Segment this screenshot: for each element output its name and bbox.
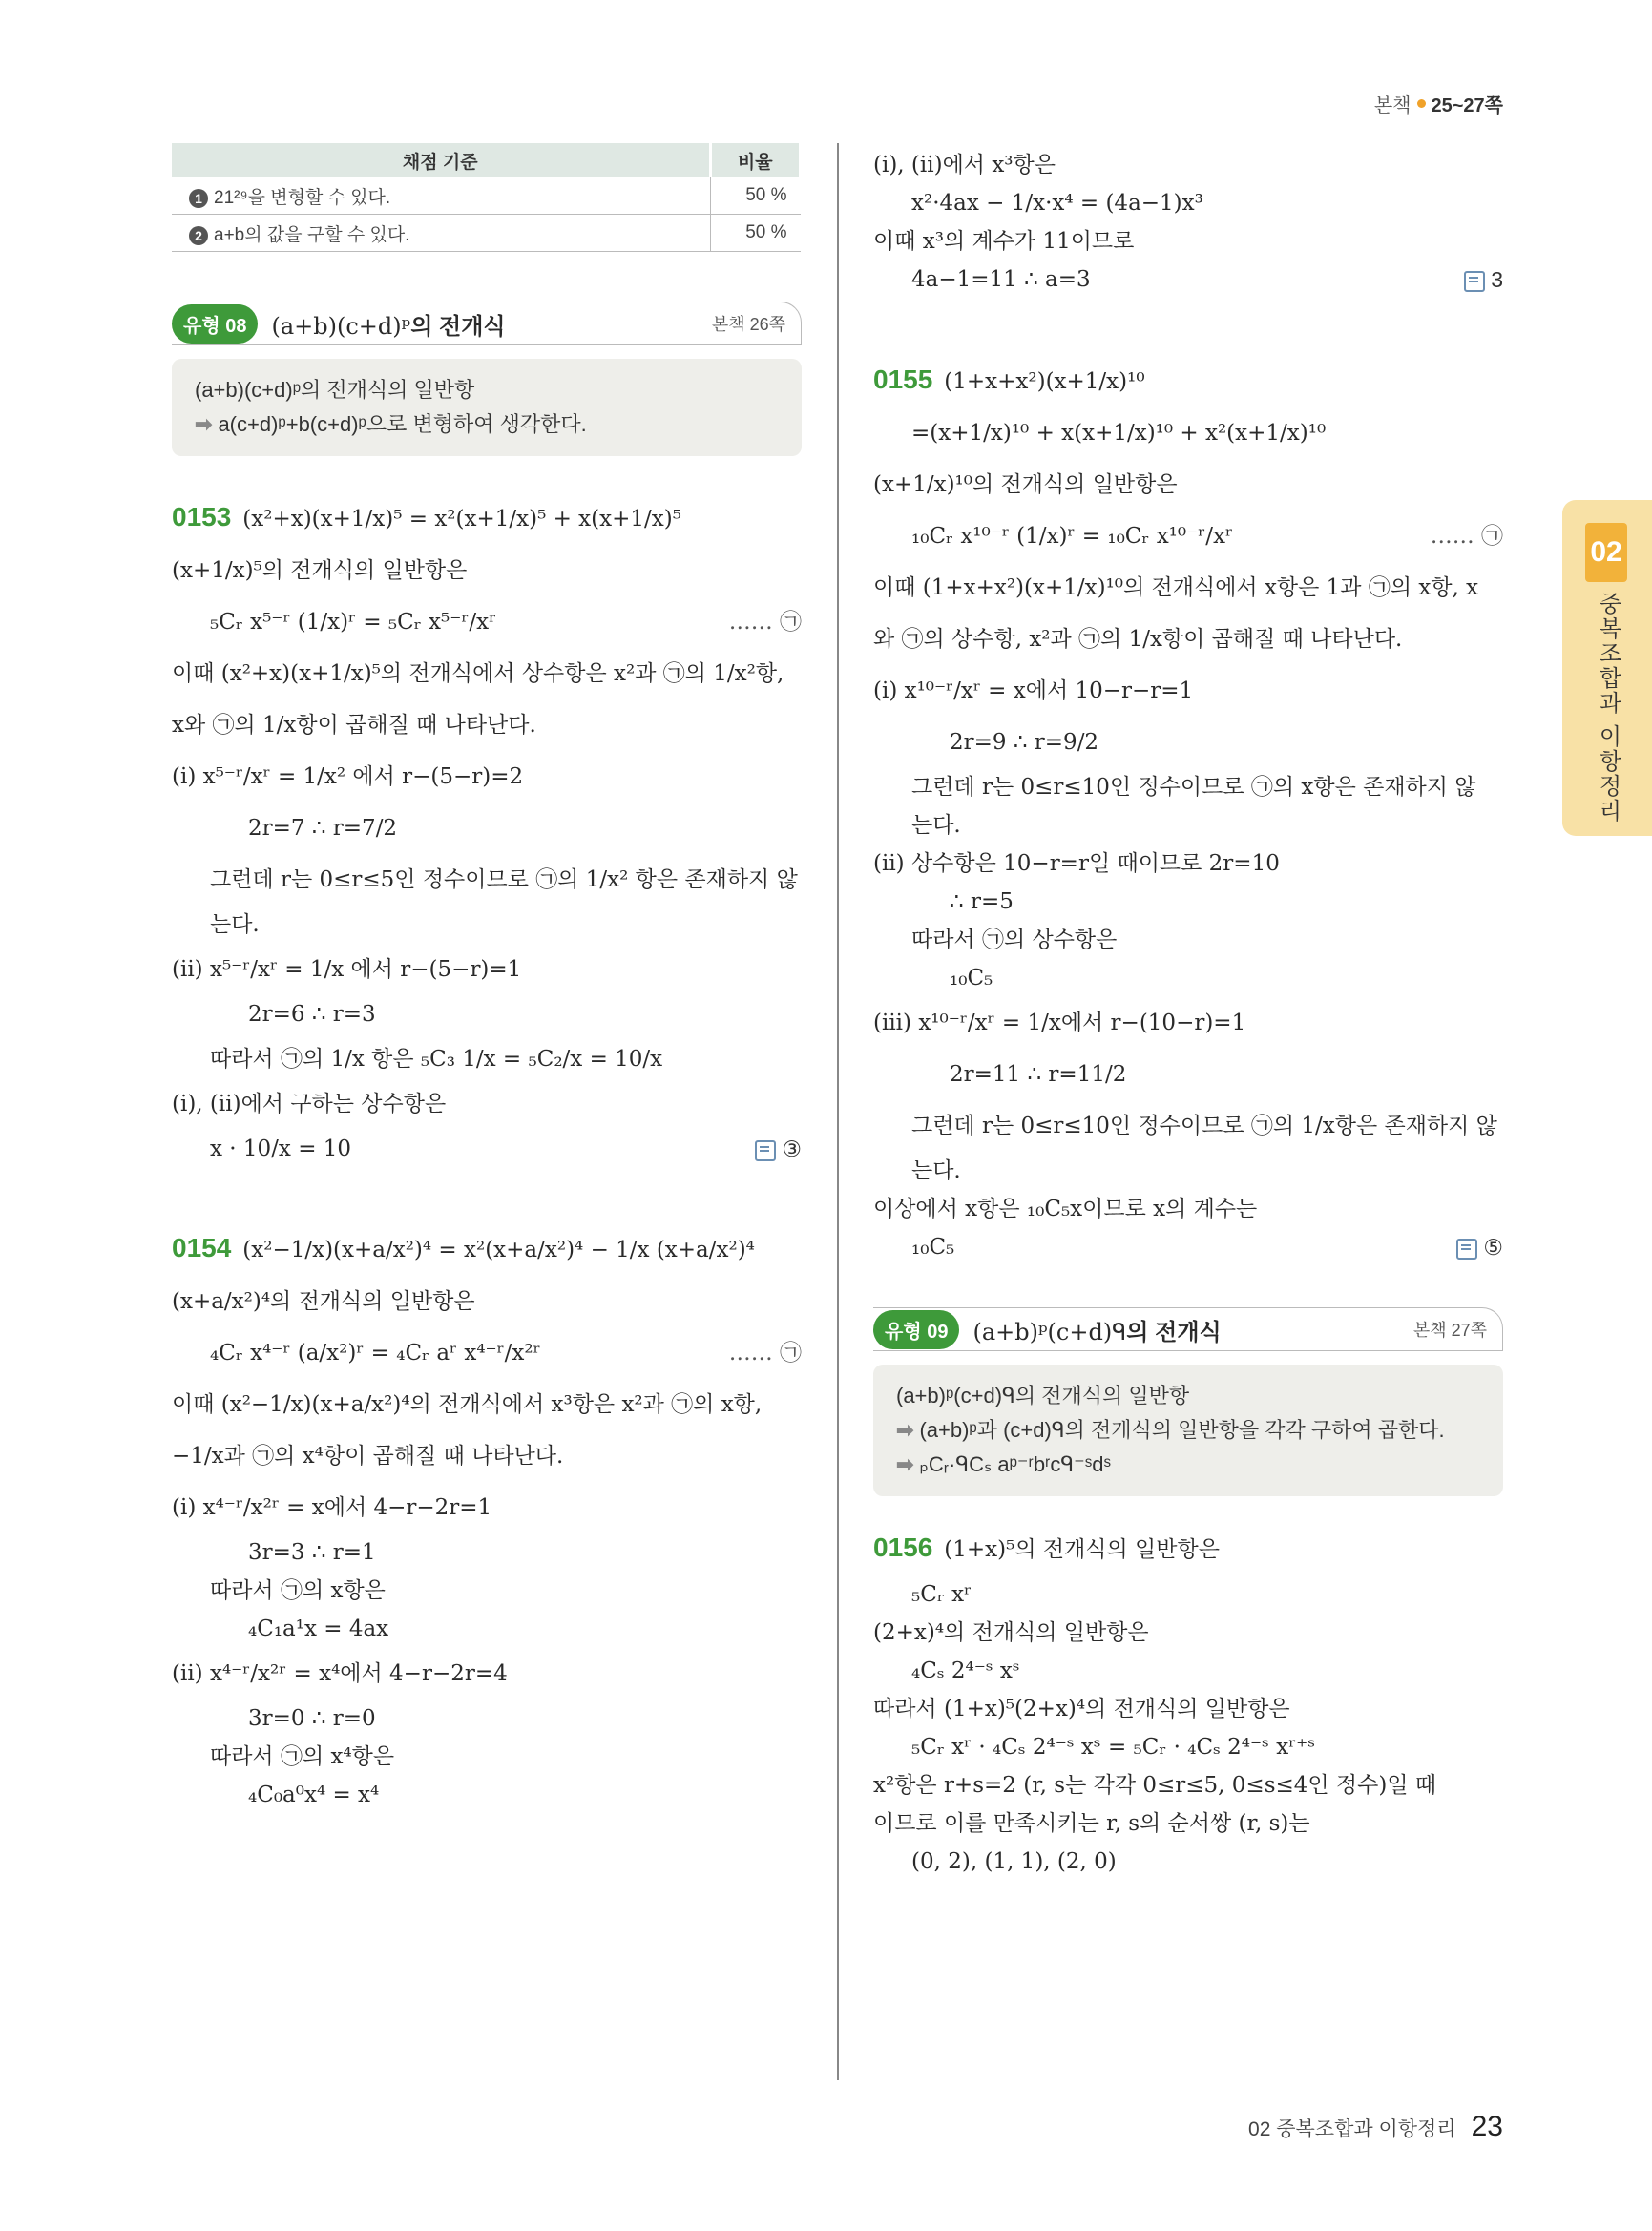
summary-line: (a+b)(c+d)ᵖ의 전개식의 일반항 (195, 378, 475, 402)
grading-pct: 50 % (710, 177, 801, 215)
math-line: 이때 (x²−1/x)(x+a/x²)⁴의 전개식에서 x³항은 x²과 ㉠의 x항, (172, 1392, 763, 1417)
math-line: (0, 2), (1, 1), (2, 0) (911, 1849, 1117, 1874)
math-line: ₄C₁a¹x = 4ax (248, 1616, 389, 1641)
problem-0153-head (172, 494, 802, 542)
grading-col-ratio: 비율 (710, 143, 801, 177)
answer-value: ③ (782, 1136, 802, 1161)
math-line: 그런데 r는 0≤r≤10인 정수이므로 ㉠의 x항은 존재하지 않 (911, 775, 1476, 800)
math-line: ₄C₀a⁰x⁴ = x⁴ (248, 1783, 380, 1807)
math-line: 3r=3 ∴ r=1 (248, 1540, 376, 1565)
math-line: (iii) x¹⁰⁻ʳ/xʳ = 1/x에서 r−(10−r)=1 (873, 1011, 1246, 1035)
type08-badge: 유형 08 (172, 304, 258, 344)
math-text: 4a−1=11 ∴ a=3 (911, 267, 1091, 292)
math-line: 이때 (1+x+x²)(x+1/x)¹⁰의 전개식에서 x항은 1과 ㉠의 x항, x (873, 575, 1479, 600)
chapter-side-tab[interactable] (1562, 500, 1652, 836)
math-line: (i), (ii)에서 x³항은 (873, 153, 1056, 177)
math-line: 2r=11 ∴ r=11/2 (950, 1062, 1127, 1087)
summary-line (896, 1449, 1480, 1481)
answer-icon (755, 1140, 776, 1161)
math-line: 이상에서 x항은 ₁₀C₅x이므로 x의 계수는 (873, 1197, 1258, 1221)
answer-value: ⑤ (1483, 1235, 1503, 1260)
problem-number: 0155 (873, 365, 933, 394)
math-line: ₅Cᵣ xʳ (911, 1582, 972, 1607)
math-line: (x+1/x)¹⁰의 전개식의 일반항은 (873, 472, 1178, 497)
type08-header (172, 302, 802, 345)
header-dot-icon (1417, 99, 1426, 108)
math-line: 와 ㉠의 상수항, x²과 ㉠의 1/x항이 곱해질 때 나타난다. (873, 627, 1403, 652)
step-number-icon: 2 (189, 226, 208, 245)
math-line (172, 1330, 802, 1376)
math-line: 따라서 ㉠의 x⁴항은 (210, 1744, 395, 1769)
math-line (873, 1231, 1503, 1263)
math-line: ₁₀C₅ (950, 966, 993, 990)
page-header (1374, 90, 1503, 117)
type08-expr: (a+b)(c+d)ᵖ (271, 312, 411, 340)
problem-number: 0156 (873, 1533, 933, 1562)
arrow-icon: ➡ (896, 1452, 914, 1476)
ref-mark: …… ㉠ (1430, 524, 1503, 549)
math-line: 따라서 ㉠의 상수항은 (911, 928, 1118, 952)
math-line: (i) x¹⁰⁻ʳ/xʳ = x에서 10−r−r=1 (873, 678, 1194, 703)
math-line: 2r=9 ∴ r=9/2 (950, 730, 1099, 755)
problem-number: 0153 (172, 502, 232, 532)
left-column (172, 143, 802, 1817)
grading-pct: 50 % (710, 215, 801, 252)
type08-title (271, 307, 711, 341)
math-line: (ii) x⁵⁻ʳ/xʳ = 1/x 에서 r−(5−r)=1 (172, 957, 522, 982)
math-line: ₄Cₛ 2⁴⁻ˢ xˢ (911, 1658, 1020, 1683)
type09-ref: 본책 27쪽 (1412, 1321, 1487, 1340)
math-line: 그런데 r는 0≤r≤5인 정수이므로 ㉠의 1/x² 항은 존재하지 않 (210, 867, 798, 892)
math-line: 3r=0 ∴ r=0 (248, 1706, 376, 1731)
math-text: x · 10/x = 10 (210, 1136, 352, 1161)
math-line: 는다. (911, 1158, 961, 1183)
arrow-icon: ➡ (896, 1418, 914, 1442)
math-line: 는다. (210, 912, 260, 937)
answer-icon (1464, 271, 1485, 292)
table-row (172, 215, 801, 252)
math-line: 따라서 ㉠의 1/x 항은 ₅C₃ 1/x = ₅C₂/x = 10/x (210, 1047, 663, 1072)
page-number: 23 (1471, 2111, 1503, 2142)
column-divider (837, 143, 839, 2080)
math-line: (1+x)⁵의 전개식의 일반항은 (944, 1537, 1220, 1562)
math-line: 이때 (x²+x)(x+1/x)⁵의 전개식에서 상수항은 x²과 ㉠의 1/x²항, (172, 661, 784, 686)
type08-summary (172, 359, 802, 456)
math-text: ₁₀Cᵣ x¹⁰⁻ʳ (1/x)ʳ = ₁₀Cᵣ x¹⁰⁻ʳ/xʳ (911, 524, 1233, 549)
math-line: (i) x⁵⁻ʳ/xʳ = 1/x² 에서 r−(5−r)=2 (172, 764, 524, 789)
problem-0156-head (873, 1525, 1503, 1573)
math-line: =(x+1/x)¹⁰ + x(x+1/x)¹⁰ + x²(x+1/x)¹⁰ (911, 421, 1327, 446)
math-line: ∴ r=5 (950, 889, 1014, 914)
math-line: 이므로 이를 만족시키는 r, s의 순서쌍 (r, s)는 (873, 1811, 1310, 1836)
math-line: (x²+x)(x+1/x)⁵ = x²(x+1/x)⁵ + x(x+1/x)⁵ (242, 507, 681, 532)
summary-text: ₚCᵣ·ᑫCₛ aᵖ⁻ʳbʳcᑫ⁻ˢdˢ (919, 1452, 1111, 1476)
answer-value: 3 (1491, 267, 1503, 292)
grading-text: a+b의 값을 구할 수 있다. (214, 224, 410, 245)
ref-mark: …… ㉠ (728, 1341, 802, 1366)
table-row (172, 177, 801, 215)
answer (755, 1126, 802, 1172)
problem-0155-head (873, 357, 1503, 405)
summary-line (896, 1414, 1480, 1447)
math-line: x와 ㉠의 1/x항이 곱해질 때 나타난다. (172, 713, 536, 738)
grading-text: 21²⁹을 변형할 수 있다. (214, 187, 391, 208)
math-line: 2r=6 ∴ r=3 (248, 1002, 376, 1027)
math-text: ₅Cᵣ x⁵⁻ʳ (1/x)ʳ = ₅Cᵣ x⁵⁻ʳ/xʳ (210, 610, 497, 635)
math-line: (x+1/x)⁵의 전개식의 일반항은 (172, 558, 468, 583)
grading-cell (172, 215, 710, 252)
math-line: −1/x과 ㉠의 x⁴항이 곱해질 때 나타난다. (172, 1444, 564, 1469)
math-line: (x²−1/x)(x+a/x²)⁴ = x²(x+a/x²)⁴ − 1/x (x+a/x²)⁴ (242, 1238, 755, 1262)
grading-cell (172, 177, 710, 215)
math-line: (i) x⁴⁻ʳ/x²ʳ = x에서 4−r−2r=1 (172, 1495, 492, 1520)
type09-summary (873, 1365, 1503, 1496)
problem-0154-head (172, 1225, 802, 1273)
math-text: ₄Cᵣ x⁴⁻ʳ (a/x²)ʳ = ₄Cᵣ aʳ x⁴⁻ʳ/x²ʳ (210, 1341, 541, 1366)
math-line: (ii) 상수항은 10−r=r일 때이므로 2r=10 (873, 851, 1280, 876)
header-pages: 25~27쪽 (1431, 95, 1503, 116)
chapter-label: 중복조합과 이항정리 (1595, 592, 1621, 824)
type09-expr: (a+b)ᵖ(c+d)ᑫ (972, 1318, 1127, 1345)
math-line: 이때 x³의 계수가 11이므로 (873, 229, 1135, 254)
type09-badge: 유형 09 (873, 1310, 959, 1349)
math-line (172, 599, 802, 645)
math-line (873, 513, 1503, 559)
type08-ref: 본책 26쪽 (711, 315, 785, 334)
type09-title-suffix: 의 전개식 (1126, 1319, 1222, 1345)
math-line: 는다. (911, 813, 961, 838)
footer-chapter: 02 중복조합과 이항정리 (1248, 2118, 1456, 2140)
grading-col-criteria: 채점 기준 (172, 143, 710, 177)
page-footer (1248, 2111, 1503, 2143)
math-line: (x+a/x²)⁴의 전개식의 일반항은 (172, 1289, 475, 1314)
math-line: 그런데 r는 0≤r≤10인 정수이므로 ㉠의 1/x항은 존재하지 않 (911, 1114, 1497, 1138)
type09-header (873, 1307, 1503, 1351)
math-line: (2+x)⁴의 전개식의 일반항은 (873, 1620, 1149, 1645)
math-line: ₅Cᵣ xʳ · ₄Cₛ 2⁴⁻ˢ xˢ = ₅Cᵣ · ₄Cₛ 2⁴⁻ˢ xʳ⁺ˢ (911, 1735, 1316, 1760)
answer-icon (1456, 1239, 1477, 1260)
math-line: (ii) x⁴⁻ʳ/x²ʳ = x⁴에서 4−r−2r=4 (172, 1661, 508, 1686)
summary-text: a(c+d)ᵖ+b(c+d)ᵖ으로 변형하여 생각한다. (218, 412, 587, 436)
math-line: x²·4ax − 1/x·x⁴ = (4a−1)x³ (911, 191, 1203, 216)
step-number-icon: 1 (189, 189, 208, 208)
chapter-number: 02 (1585, 523, 1627, 582)
math-line: 2r=7 ∴ r=7/2 (248, 816, 398, 841)
type08-title-suffix: 의 전개식 (410, 313, 506, 340)
math-line (873, 263, 1503, 296)
math-line: x²항은 r+s=2 (r, s는 각각 0≤r≤5, 0≤s≤4인 정수)일 때 (873, 1773, 1437, 1798)
summary-line: (a+b)ᵖ(c+d)ᑫ의 전개식의 일반항 (896, 1384, 1190, 1407)
math-line: (1+x+x²)(x+1/x)¹⁰ (944, 369, 1145, 394)
type09-title (972, 1313, 1412, 1346)
right-column (873, 143, 1503, 1884)
header-prefix: 본책 (1373, 95, 1412, 116)
math-line: 따라서 (1+x)⁵(2+x)⁴의 전개식의 일반항은 (873, 1697, 1290, 1721)
math-line (172, 1126, 802, 1172)
answer (1464, 263, 1503, 296)
math-text: ₁₀C₅ (911, 1235, 955, 1260)
summary-text: (a+b)ᵖ과 (c+d)ᑫ의 전개식의 일반항을 각각 구하여 곱한다. (919, 1418, 1445, 1442)
answer (1456, 1231, 1503, 1263)
ref-mark: …… ㉠ (728, 610, 802, 635)
arrow-icon: ➡ (195, 412, 213, 436)
math-line: (i), (ii)에서 구하는 상수항은 (172, 1092, 447, 1116)
problem-number: 0154 (172, 1233, 232, 1262)
grading-table (172, 143, 802, 252)
math-line: 따라서 ㉠의 x항은 (210, 1578, 386, 1603)
summary-line (195, 408, 779, 441)
